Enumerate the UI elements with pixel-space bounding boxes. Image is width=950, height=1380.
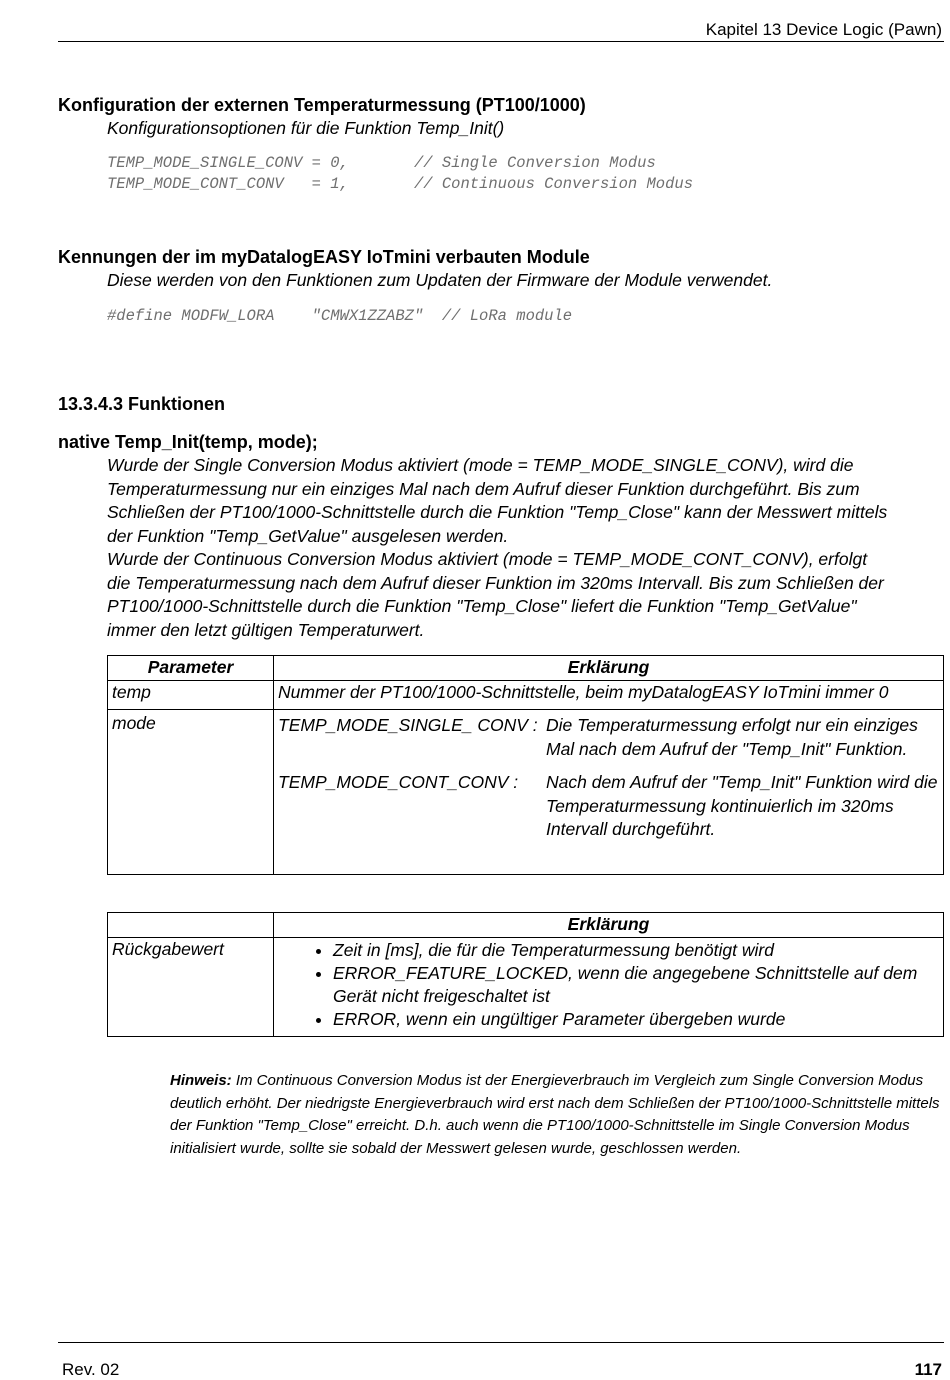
mode-option-desc: Die Temperaturmessung erfolgt nur ein einziges Mal nach dem Aufruf der "Temp_Init" Funktion.	[546, 715, 918, 759]
description-line: der Funktion "Temp_GetValue" ausgelesen werden.	[107, 525, 509, 546]
mode-option-row	[274, 710, 943, 767]
description-line: Temperaturmessung nur ein einziges Mal nach dem Aufruf dieser Funktion durchgeführt. Bis zum	[107, 478, 860, 499]
return-items-list	[278, 939, 939, 1031]
return-label: Rückgabewert	[108, 938, 274, 1037]
mode-options-table	[274, 710, 943, 848]
description-line: Wurde der Single Conversion Modus aktiviert (mode = TEMP_MODE_SINGLE_CONV), wird die	[107, 455, 854, 475]
header-rule	[58, 41, 944, 42]
section-subtitle-temp-config: Konfigurationsoptionen für die Funktion Temp_Init()	[107, 118, 505, 138]
column-header-parameter: Parameter	[108, 656, 274, 681]
note-paragraph	[170, 1070, 945, 1160]
section-title-modules: Kennungen der im myDatalogEASY IoTmini verbauten Module	[58, 247, 590, 267]
description-line: PT100/1000-Schnittstelle durch die Funktion "Temp_Close" liefert die Funktion "Temp_GetValue"	[107, 596, 857, 616]
param-mode-options-cell	[274, 710, 944, 875]
return-value-table	[107, 912, 944, 1037]
function-signature: native Temp_Init(temp, mode);	[58, 432, 318, 452]
description-line: die Temperaturmessung nach dem Aufruf dieser Funktion im 320ms Intervall. Bis zum Schließen der	[107, 572, 884, 593]
description-line: immer den letzt gültigen Temperaturwert.	[107, 619, 425, 640]
list-item: • Zeit in [ms], die für die Temperaturmessung benötigt wird	[333, 939, 939, 962]
return-header-left	[108, 913, 274, 938]
table-header-row	[108, 913, 944, 938]
table-header-row	[108, 656, 944, 681]
mode-option-key: TEMP_MODE_CONT_CONV :	[278, 772, 519, 792]
return-header-erklaerung: Erklärung	[274, 913, 944, 938]
param-desc-temp: Nummer der PT100/1000-Schnittstelle, beim myDatalogEASY IoTmini immer 0	[274, 681, 944, 710]
list-item: • ERROR_FEATURE_LOCKED, wenn die angegebene Schnittstelle auf dem Gerät nicht freigeschaltet ist	[333, 962, 939, 1008]
table-row	[108, 681, 944, 710]
note-label: Hinweis:	[170, 1072, 232, 1089]
note-text: Im Continuous Conversion Modus ist der Energieverbrauch im Vergleich zum Single Conversion Modus deutlich erhöht. Der niedrigste Energieverbrauch wird erst nach dem Schließen der PT100/1000-Schnittstelle mittels der Funktion "Temp_Close" erreicht. D.h. auch wenn die PT100/1000-Schnittstelle im Single Conversion Modus initialisiert wurde, sollte sie sobald der Messwert gelesen wurde, geschlossen werden.	[170, 1072, 940, 1157]
chapter-header: Kapitel 13 Device Logic (Pawn)	[705, 20, 942, 39]
return-items-cell	[274, 938, 944, 1037]
section-title-temp-config: Konfiguration der externen Temperaturmessung (PT100/1000)	[58, 95, 586, 115]
description-line: Schließen der PT100/1000-Schnittstelle durch die Funktion "Temp_Close" kann der Messwert mittels	[107, 502, 888, 522]
parameter-table	[107, 655, 944, 875]
list-item: • ERROR, wenn ein ungültiger Parameter übergeben wurde	[333, 1008, 939, 1031]
table-row	[108, 938, 944, 1037]
revision-label: Rev. 02	[62, 1360, 120, 1379]
mode-option-desc: Nach dem Aufruf der "Temp_Init" Funktion wird die Temperaturmessung kontinuierlich im 320ms Intervall durchgeführt.	[546, 772, 938, 839]
code-line-single-conv: TEMP_MODE_SINGLE_CONV = 0, // Single Conversion Modus	[107, 154, 656, 172]
mode-option-row	[274, 767, 943, 848]
code-line-cont-conv: TEMP_MODE_CONT_CONV = 1, // Continuous Conversion Modus	[107, 175, 693, 193]
function-description	[107, 454, 947, 642]
code-line-modfw-lora: #define MODFW_LORA "CMWX1ZZABZ" // LoRa module	[107, 307, 573, 325]
column-header-erklaerung: Erklärung	[274, 656, 944, 681]
param-name-mode: mode	[108, 710, 274, 875]
mode-option-key: TEMP_MODE_SINGLE_ CONV :	[278, 715, 538, 735]
footer-rule	[58, 1342, 944, 1343]
table-row	[108, 710, 944, 875]
section-subtitle-modules: Diese werden von den Funktionen zum Updaten der Firmware der Module verwendet.	[107, 270, 773, 290]
param-name-temp: temp	[108, 681, 274, 710]
section-title-functions: 13.3.4.3 Funktionen	[58, 394, 226, 414]
description-line: Wurde der Continuous Conversion Modus aktiviert (mode = TEMP_MODE_CONT_CONV), erfolgt	[107, 549, 868, 569]
page-number: 117	[914, 1360, 942, 1379]
